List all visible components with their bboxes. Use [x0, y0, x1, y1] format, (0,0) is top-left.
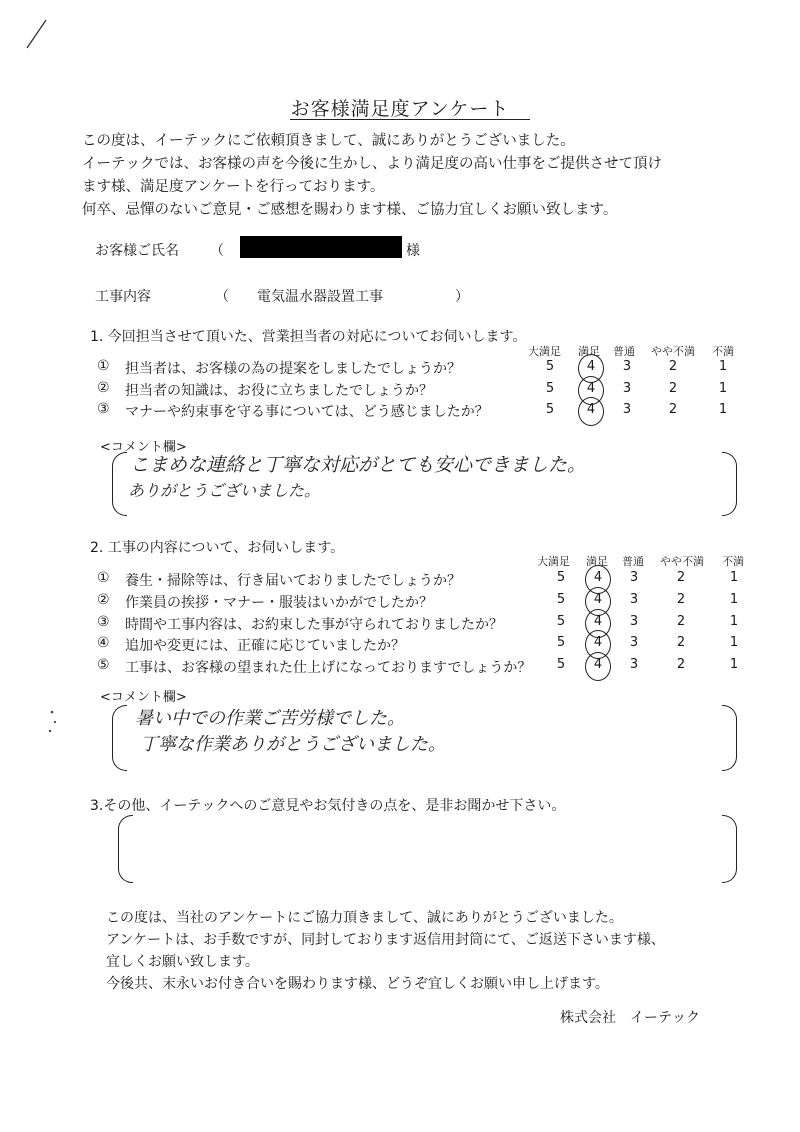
question-text: 作業員の挨拶・マナー・服装はいかがでしたか？	[125, 595, 433, 611]
rating-4[interactable]: 4	[593, 592, 603, 607]
closing-line: アンケートは、お手数ですが、同封しております返信用封筒にて、ご返送下さいます様、	[106, 932, 665, 948]
work-label: 工事内容	[95, 289, 151, 305]
rating-1[interactable]: 1	[729, 657, 739, 672]
intro-line: この度は、イーテックにご依頼頂きまして、誠にありがとうございました。	[82, 133, 575, 149]
rating-5[interactable]: 5	[545, 359, 555, 374]
rating-2[interactable]: 2	[668, 381, 678, 396]
work-open-paren: （	[215, 289, 229, 305]
intro-line: ます様、満足度アンケートを行っております。	[82, 179, 385, 195]
question-number: ②	[97, 380, 110, 396]
question-text: 担当者は、お客様の為の提案をしましたでしょうか？	[125, 361, 461, 377]
rating-4[interactable]: 4	[586, 402, 596, 417]
rating-4[interactable]: 4	[586, 359, 596, 374]
rating-5[interactable]: 5	[556, 635, 566, 650]
rating-3[interactable]: 3	[622, 402, 632, 417]
question-text: 工事は、お客様の望まれた仕上げになっておりますでしょうか？	[125, 660, 532, 676]
question-number: ④	[97, 635, 110, 651]
rating-5[interactable]: 5	[556, 592, 566, 607]
rating-2[interactable]: 2	[676, 635, 686, 650]
rating-5[interactable]: 5	[545, 381, 555, 396]
rating-2[interactable]: 2	[676, 592, 686, 607]
rating-4[interactable]: 4	[593, 635, 603, 650]
closing-line: この度は、当社のアンケートにご協力頂きまして、誠にありがとうございました。	[106, 910, 623, 926]
comment-bracket-right	[722, 815, 737, 883]
question-text: 養生・掃除等は、行き届いておりましたでしょうか？	[125, 573, 461, 589]
rating-3[interactable]: 3	[622, 381, 632, 396]
rating-5[interactable]: 5	[556, 614, 566, 629]
rating-5[interactable]: 5	[556, 570, 566, 585]
section1-heading: 1. 今回担当させて頂いた、営業担当者の対応についてお伺いします。	[90, 329, 527, 345]
comment-bracket-left	[118, 815, 133, 883]
closing-line: 宜しくお願い致します。	[106, 954, 259, 970]
rating-3[interactable]: 3	[622, 359, 632, 374]
handwritten-comment: こまめな連絡と丁寧な対応がとても安心できました。	[130, 454, 587, 476]
rating-5[interactable]: 5	[545, 402, 555, 417]
intro-line: イーテックでは、お客様の声を今後に生かし、より満足度の高い仕事をご提供させて頂け	[82, 156, 662, 172]
rating-3[interactable]: 3	[629, 592, 639, 607]
question-text: 追加や変更には、正確に応じていましたか？	[125, 638, 405, 654]
rating-2[interactable]: 2	[676, 614, 686, 629]
closing-line: 今後共、末永いお付き合いを賜わります様、どうぞ宜しくお願い申し上げます。	[106, 976, 609, 992]
rating-3[interactable]: 3	[629, 635, 639, 650]
rating-2[interactable]: 2	[676, 570, 686, 585]
customer-name-label: お客様ご氏名	[95, 243, 179, 259]
question-text: 時間や工事内容は、お約束した事が守られておりましたか？	[125, 617, 503, 633]
scale-header-normal: 普通	[622, 555, 644, 568]
rating-3[interactable]: 3	[629, 614, 639, 629]
opinion-free-text-area[interactable]	[140, 820, 710, 878]
rating-4[interactable]: 4	[593, 614, 603, 629]
handwritten-comment: 暑い中での作業ご苦労様でした。	[135, 708, 405, 729]
question-number: ③	[97, 401, 110, 417]
question-number: ①	[97, 358, 110, 374]
question-number: ③	[97, 614, 110, 630]
rating-1[interactable]: 1	[729, 592, 739, 607]
scale-header-somewhat-dissatisfied: やや不満	[660, 555, 704, 568]
comment-label: <コメント欄>	[100, 690, 187, 705]
rating-1[interactable]: 1	[718, 402, 728, 417]
section3-heading: 3.その他、イーテックへのご意見やお気付きの点を、是非お聞かせ下さい。	[90, 798, 566, 814]
question-number: ⑤	[97, 657, 110, 673]
question-text: マナーや約束事を守る事については、どう感じましたか？	[125, 404, 489, 420]
scale-header-dissatisfied: 不満	[712, 345, 734, 358]
scale-header-normal: 普通	[613, 345, 635, 358]
section2-heading: 2. 工事の内容について、お伺いします。	[90, 540, 345, 556]
question-text: 担当者の知識は、お役に立ちましたでしょうか？	[125, 383, 433, 399]
rating-1[interactable]: 1	[729, 570, 739, 585]
scale-header-somewhat-dissatisfied: やや不満	[651, 345, 695, 358]
scale-header-satisfied: 満足	[586, 555, 608, 568]
closing-paragraph	[106, 907, 665, 995]
rating-1[interactable]: 1	[729, 635, 739, 650]
scale-header-satisfied: 満足	[578, 345, 600, 358]
rating-2[interactable]: 2	[668, 402, 678, 417]
rating-4[interactable]: 4	[593, 570, 603, 585]
question-number: ②	[97, 592, 110, 608]
rating-1[interactable]: 1	[718, 359, 728, 374]
rating-3[interactable]: 3	[629, 570, 639, 585]
rating-4[interactable]: 4	[586, 381, 596, 396]
comment-label: <コメント欄>	[100, 440, 187, 455]
rating-1[interactable]: 1	[718, 381, 728, 396]
scale-header-very-satisfied: 大満足	[537, 555, 570, 568]
rating-2[interactable]: 2	[668, 359, 678, 374]
handwritten-comment: ありがとうございました。	[128, 481, 321, 500]
rating-4[interactable]: 4	[593, 657, 603, 672]
scale-header-very-satisfied: 大満足	[528, 345, 561, 358]
rating-5[interactable]: 5	[556, 657, 566, 672]
rating-3[interactable]: 3	[629, 657, 639, 672]
page-title: お客様満足度アンケート	[290, 98, 510, 120]
intro-line: 何卒、忌憚のないご意見・ご感想を賜わります様、ご協力宜しくお願い致します。	[82, 202, 618, 218]
customer-open-paren: （	[210, 243, 224, 259]
handwritten-comment: 丁寧な作業ありがとうございました。	[140, 734, 446, 755]
scale-header-dissatisfied: 不満	[722, 555, 744, 568]
rating-2[interactable]: 2	[676, 657, 686, 672]
company-name: 株式会社 イーテック	[560, 1010, 700, 1026]
work-close-paren: ）	[455, 289, 469, 305]
work-value: 電気温水器設置工事	[257, 289, 383, 305]
rating-1[interactable]: 1	[729, 614, 739, 629]
customer-honorific: 様	[406, 243, 420, 259]
question-number: ①	[97, 570, 110, 586]
